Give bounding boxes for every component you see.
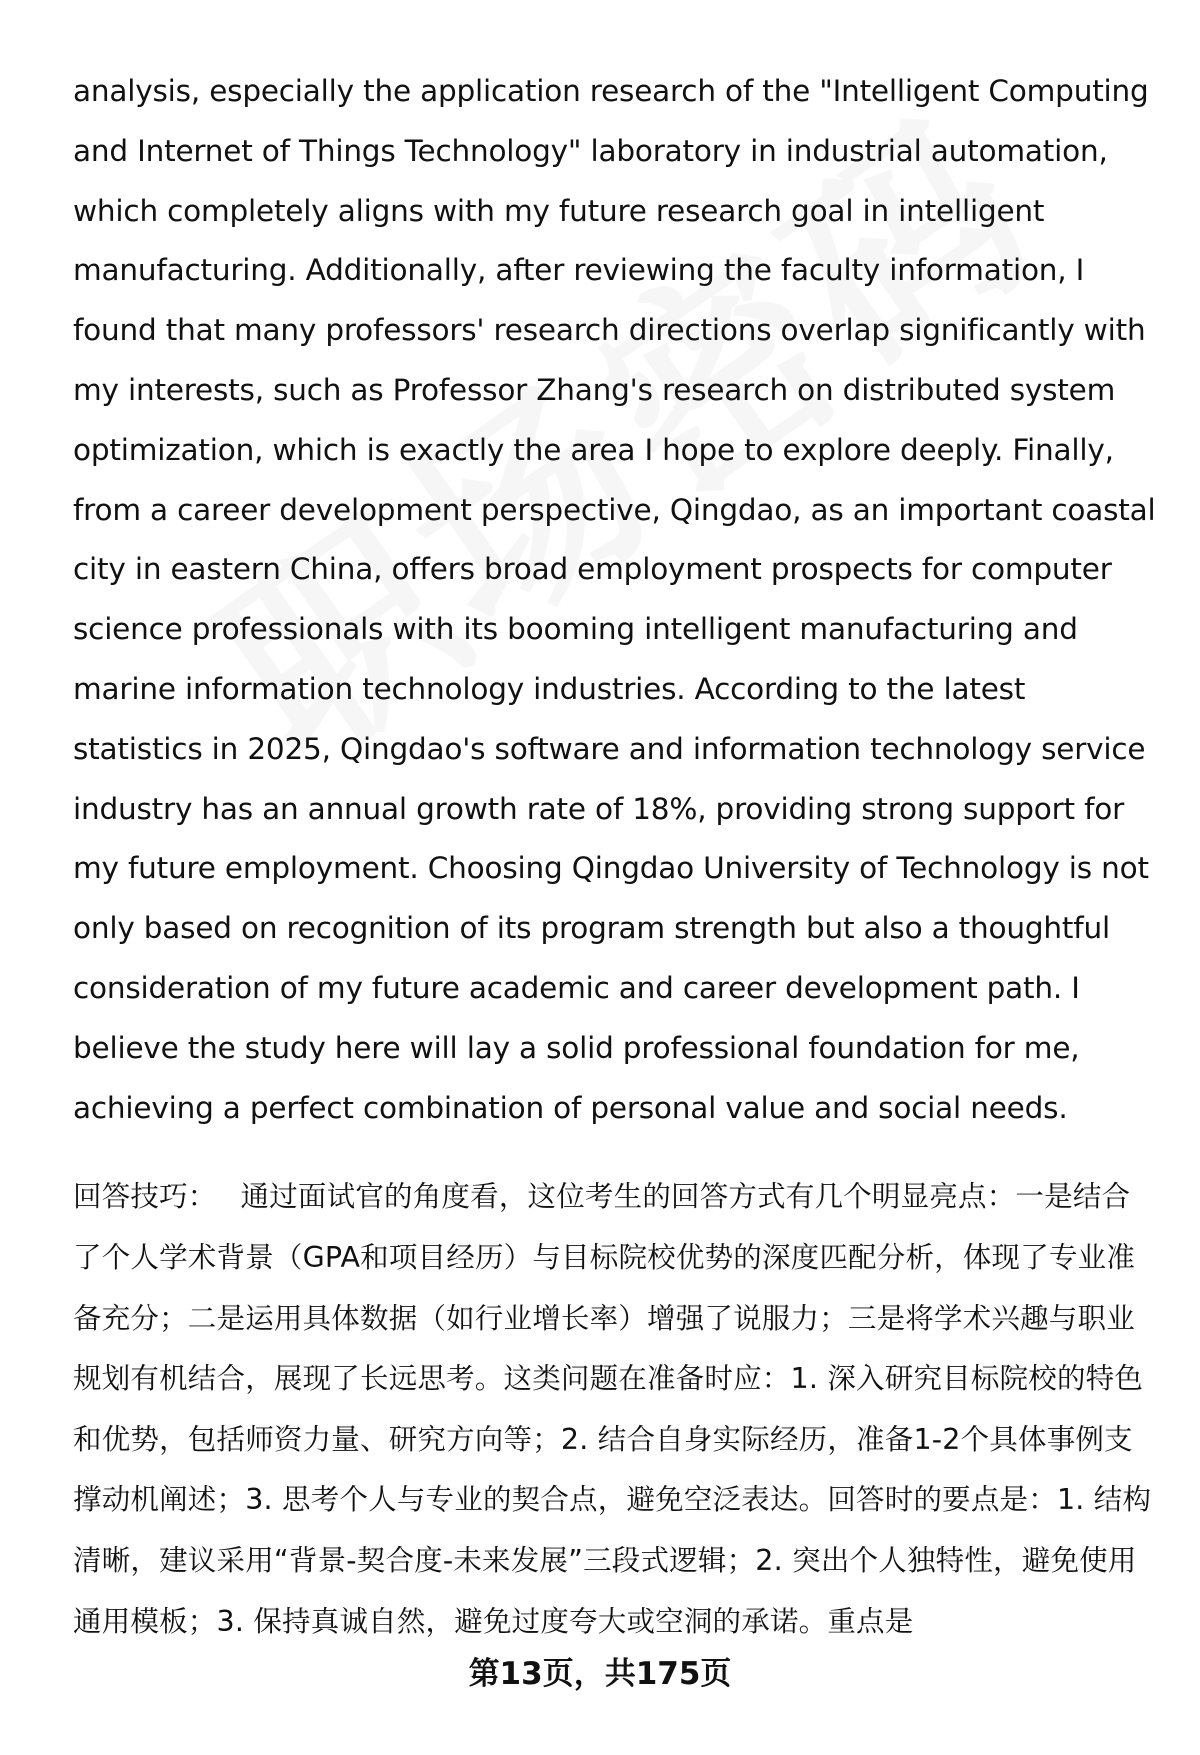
tips-text: 通过面试官的角度看，这位考生的回答方式有几个明显亮点：一是结合了个人学术背景（GPA和项目经历）与目标院校优势的深度匹配分析，体现了专业准备充分；二是运用具体数据（如行业增长率）增强了说服力；三是将学术兴趣与职业规划有机结合，展现了长远思考。这类问题在准备时应：1. 深入研究目标院校的特色和优势，包括师资力量、研究方向等；2. 结合自身实际经历，准备1-2个具体事例支撑动机阐述；3. 思考个人与专业的契合点，避免空泛表达。回答时的要点是：1. 结构清晰，建议采用“背景-契合度-未来发展”三段式逻辑；2. 突出个人独特性，避免使用通用模板；3. 保持真诚自然，避免过度夸大或空洞的承诺。重点是: [73, 1180, 1152, 1638]
tips-paragraph: [73, 1167, 1158, 1652]
document-body: [73, 62, 1158, 1652]
tips-label: 回答技巧：: [73, 1180, 217, 1214]
english-paragraph: analysis, especially the application research of the "Intelligent Computing and Internet of Things Technology" laboratory in industrial automation, which completely aligns with my future research goal in intelligent manufacturing. Additionally, after reviewing the faculty information, I found that many professors' research directions overlap significantly with my interests, such as Professor Zhang's research on distributed system optimization, which is exactly the area I hope to explore deeply. Finally, from a career development perspective, Qingdao, as an important coastal city in eastern China, offers broad employment prospects for computer science professionals with its booming intelligent manufacturing and marine information technology industries. According to the latest statistics in 2025, Qingdao's software and information technology service industry has an annual growth rate of 18%, providing strong support for my future employment. Choosing Qingdao University of Technology is not only based on recognition of its program strength but also a thoughtful consideration of my future academic and career development path. I believe the study here will lay a solid professional foundation for me, achieving a perfect combination of personal value and social needs.: [73, 74, 1156, 1125]
page-number: 第13页，共175页: [468, 1656, 732, 1692]
